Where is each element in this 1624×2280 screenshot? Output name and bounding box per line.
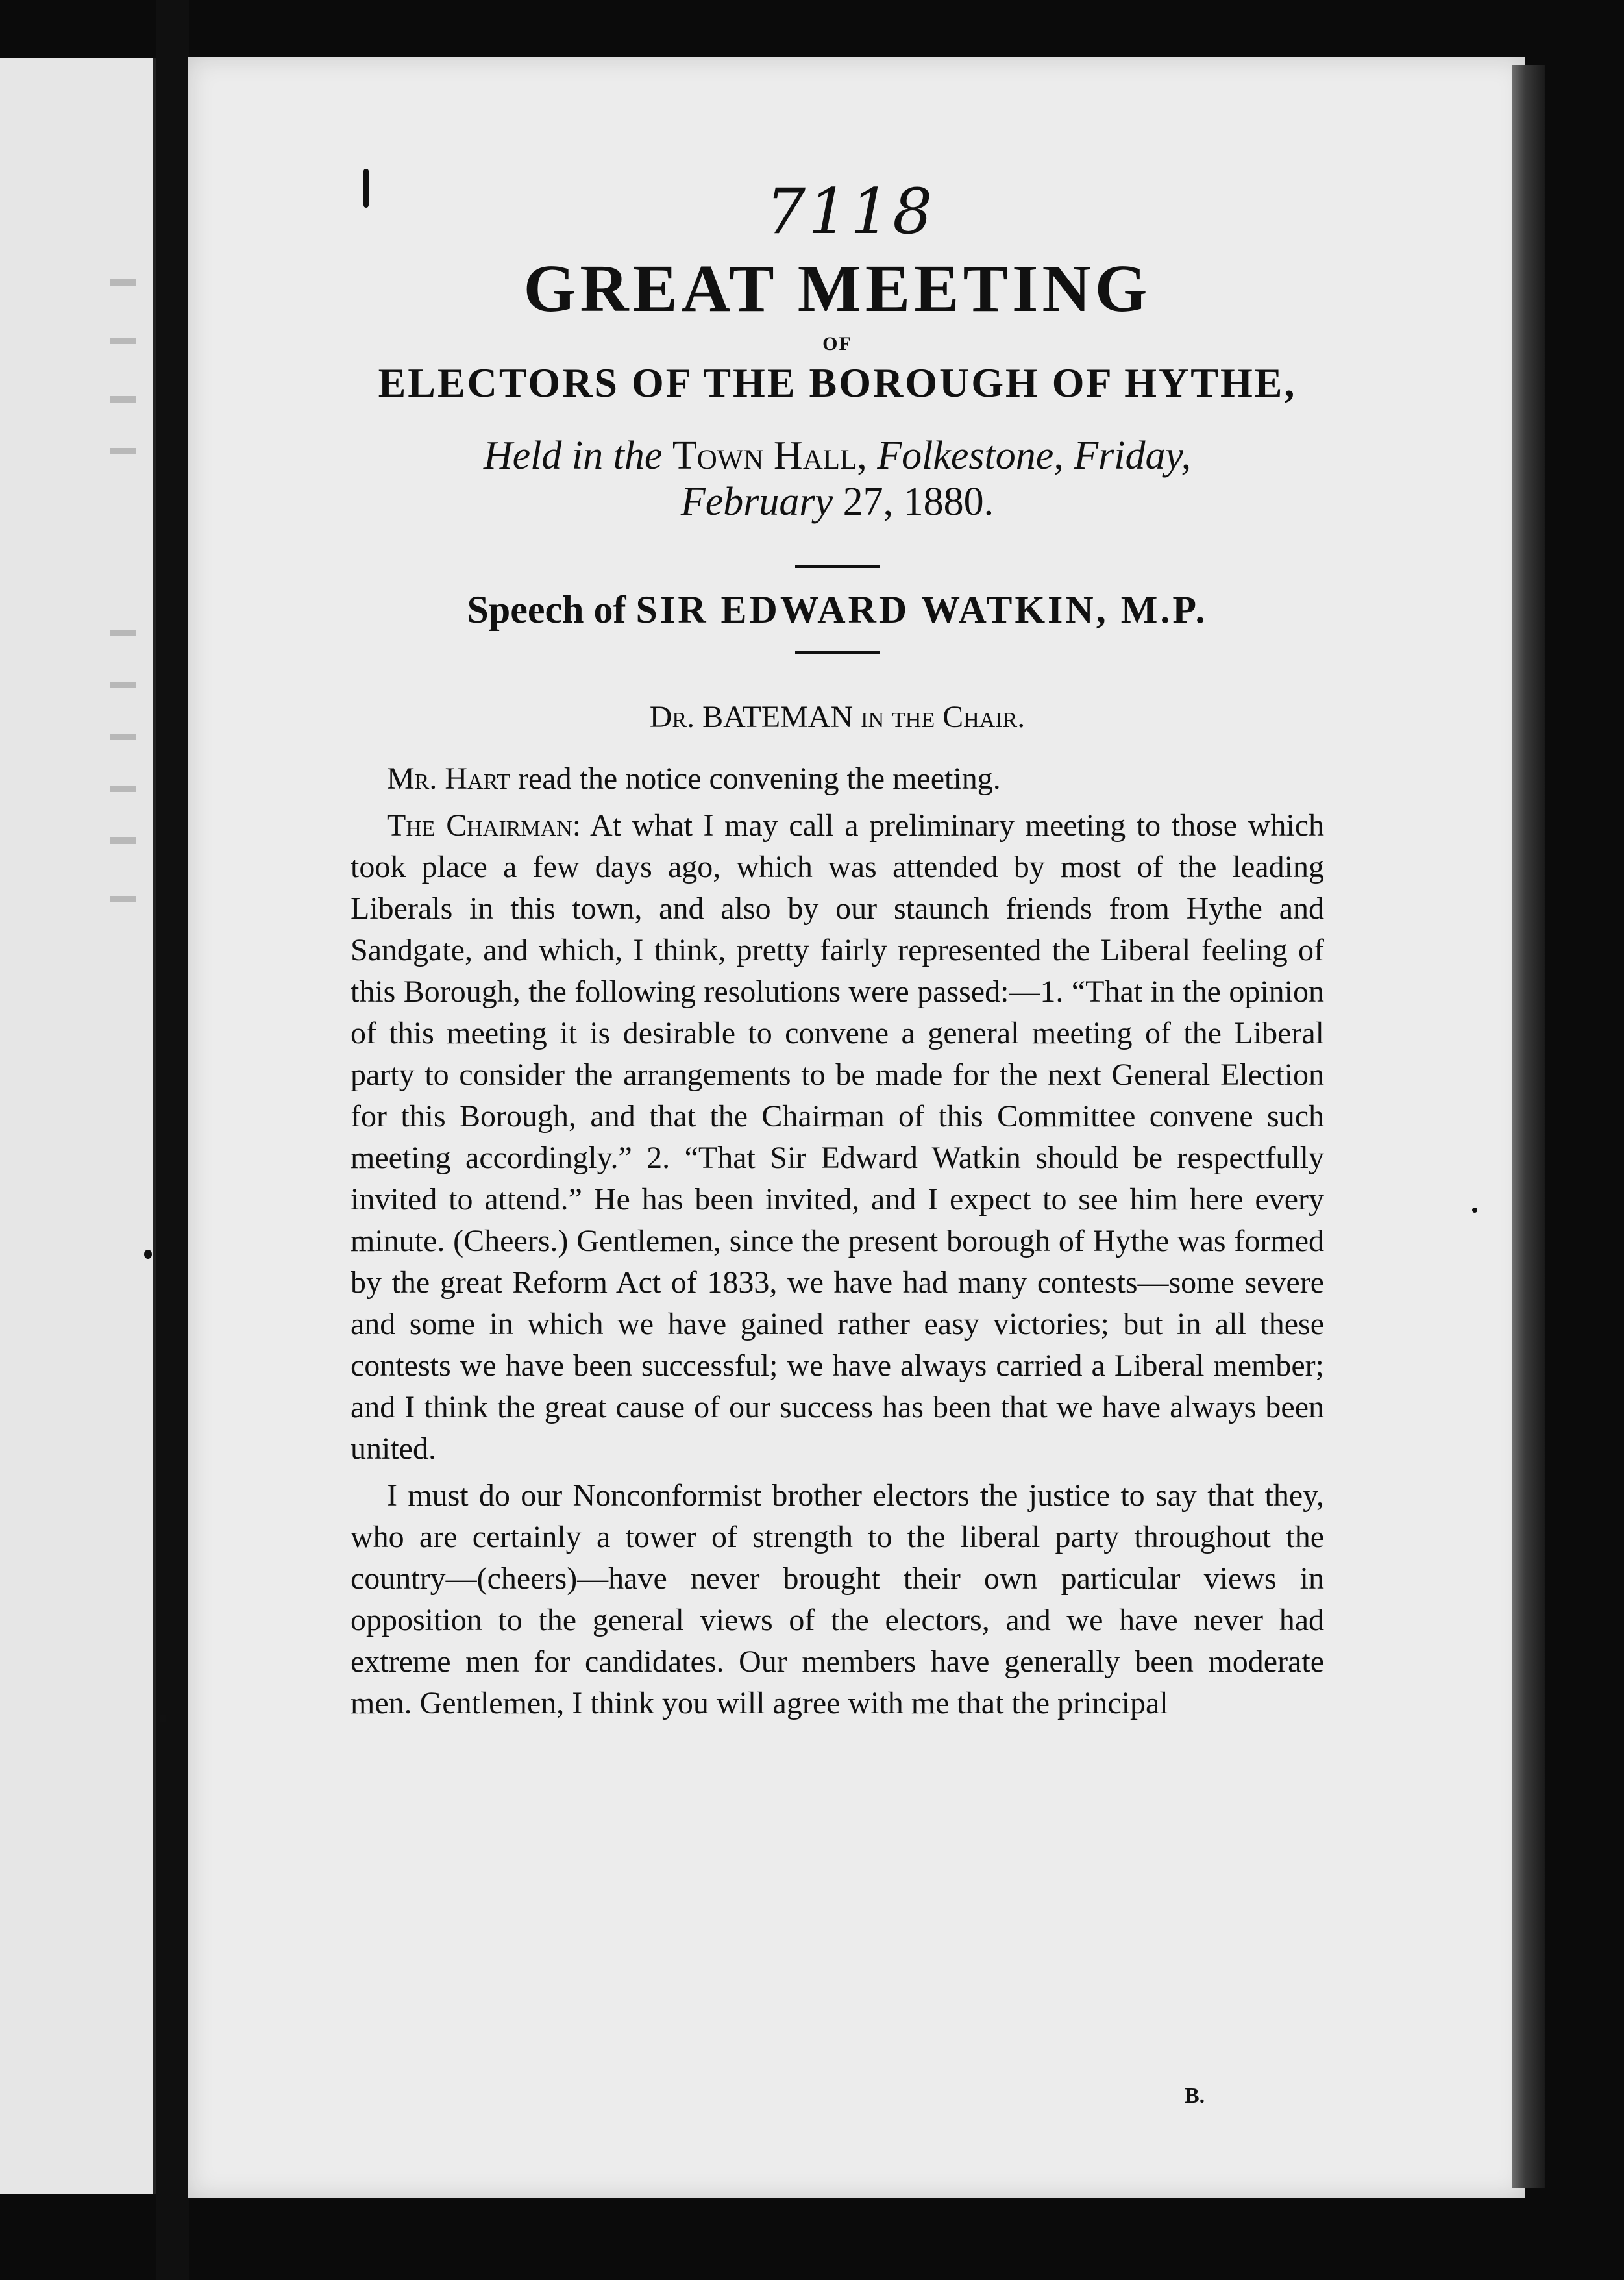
paragraph — [351, 805, 1324, 1470]
page-stack-edge — [1512, 65, 1545, 2188]
ink-speck — [144, 1250, 152, 1259]
speech-of: of — [593, 588, 626, 631]
printer-signature-mark: B. — [1185, 2084, 1205, 2108]
bleed-through-mark — [110, 896, 136, 902]
bleed-through-mark — [110, 448, 136, 454]
bleed-through-mark — [110, 396, 136, 403]
speaker-name: SIR EDWARD WATKIN, M.P. — [635, 588, 1208, 631]
ink-speck — [363, 169, 369, 208]
bleed-through-mark — [110, 279, 136, 286]
paragraph-text: read the notice convening the meeting. — [510, 761, 1001, 796]
chair-suffix: in the Chair. — [861, 699, 1026, 734]
handwritten-catalog-number: 7118 — [766, 175, 935, 248]
venue: Town Hall, — [672, 434, 867, 478]
chair-name: Dr. BATEMAN — [649, 699, 854, 734]
held-phrase: Held in the — [483, 434, 663, 478]
bleed-through-mark — [110, 786, 136, 792]
bleed-through-mark — [110, 630, 136, 636]
speech-label: Speech — [467, 588, 584, 631]
book-gutter — [156, 0, 189, 2280]
bleed-through-mark — [110, 338, 136, 344]
chair-line — [351, 699, 1324, 735]
speaker-label: Mr. Hart — [387, 761, 510, 796]
facing-page-edge — [0, 58, 156, 2194]
document-subtitle: ELECTORS OF THE BOROUGH OF HYTHE, — [378, 360, 1297, 406]
ink-speck — [159, 1714, 167, 1723]
speech-body — [351, 758, 1324, 1724]
date-year: 27, 1880. — [843, 480, 994, 525]
document-title: GREAT MEETING — [523, 251, 1151, 326]
paragraph — [351, 758, 1324, 800]
paragraph — [351, 1475, 1324, 1724]
paragraph-text: I must do our Nonconformist brother electors the justice to say that they, who are certainly a tower of strength to the liberal party throughout the country—(cheers)—have never brought their own particular views in opposition to the general views of the electors, and we have never had extreme men for candidates. Our members have generally been moderate men. Gentlemen, I think you will agree with me that the principal — [351, 1478, 1324, 1720]
meeting-details — [351, 433, 1324, 526]
bleed-through-mark — [110, 734, 136, 740]
speaker-label: The Chairman — [387, 808, 572, 843]
title-connector: OF — [822, 333, 852, 355]
page-content — [351, 253, 1324, 1729]
divider-rule — [795, 565, 880, 568]
paragraph-text: : At what I may call a preliminary meeting to those which took place a few days ago, which was attended by most of the leading Liberals in this town, and also by our staunch friends from Hythe and Sandgate, and which, I think, pretty fairly represented the Liberal feeling of this Borough, the following resolutions were passed:—1. “That in the opinion of this meeting it is desirable to convene a general meeting of the Liberal party to consider the arrangements to be made for the next General Election for this Borough, and that the Chairman of this Committee convene such meeting accordingly.” 2. “That Sir Edward Watkin should be respectfully invited to attend.” He has been invited, and I expect to see him here every minute. (Cheers.) Gentlemen, since the present borough of Hythe was formed by the great Reform Act of 1833, we have had many contests—some severe and some in which we have gained rather easy victories; but in all these contests we have been successful; we have always carried a Liberal member; and I think the great cause of our success has been that we have always been united. — [351, 808, 1325, 1466]
ink-speck — [1472, 1208, 1477, 1213]
location-day: Folkestone, Friday, — [877, 434, 1192, 478]
month: February — [680, 480, 833, 525]
speech-heading — [351, 588, 1324, 632]
bleed-through-mark — [110, 837, 136, 844]
bleed-through-mark — [110, 682, 136, 688]
divider-rule — [795, 651, 880, 654]
